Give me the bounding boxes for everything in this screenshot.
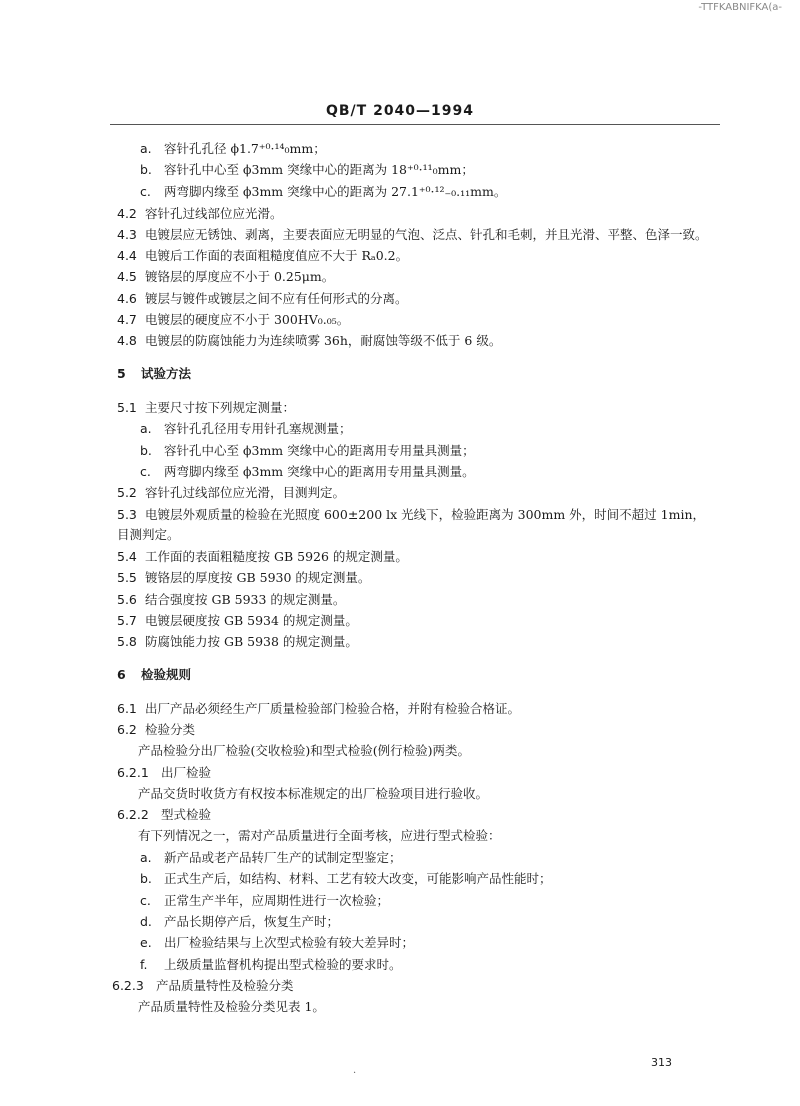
- clause-number: c.: [140, 464, 151, 479]
- text-line: [117, 227, 708, 243]
- bottom-mark: ·: [353, 1068, 357, 1079]
- clause-number: f.: [140, 957, 148, 972]
- clause-text: 电镀层硬度按 GB 5934 的规定测量。: [145, 613, 358, 628]
- clause-number: c.: [140, 184, 151, 199]
- clause-text: 产品质量特性及检验分类见表 1。: [138, 999, 325, 1014]
- text-line: [117, 701, 520, 717]
- clause-text: 正式生产后，如结构、材料、工艺有较大改变，可能影响产品性能时；: [164, 871, 552, 886]
- section-heading: [117, 366, 191, 382]
- clause-number: 5.2: [117, 485, 137, 500]
- text-line: [117, 527, 180, 543]
- clause-number: 4.7: [117, 312, 137, 327]
- clause-number: b.: [140, 871, 152, 886]
- text-line: [138, 999, 325, 1015]
- clause-text: 型式检验: [161, 807, 212, 822]
- text-line: [138, 828, 501, 844]
- text-line: [140, 464, 475, 480]
- text-line: [117, 206, 283, 222]
- text-line: [117, 248, 408, 264]
- clause-text: 容针孔过线部位应光滑，目测判定。: [145, 485, 346, 500]
- clause-text: 结合强度按 GB 5933 的规定测量。: [145, 592, 346, 607]
- text-line: [117, 549, 408, 565]
- text-line: [138, 743, 470, 759]
- clause-number: 6.2.1: [117, 765, 149, 780]
- clause-text: 容针孔中心至 ϕ3mm 突缘中心的距离用专用量具测量；: [164, 443, 475, 458]
- text-line: [140, 893, 389, 909]
- clause-number: 5: [117, 366, 126, 381]
- text-line: [117, 333, 501, 349]
- text-line: [140, 162, 474, 178]
- clause-number: 5.5: [117, 570, 137, 585]
- clause-text: 上级质量监督机构提出型式检验的要求时。: [164, 957, 402, 972]
- clause-number: a.: [140, 421, 152, 436]
- clause-text: 容针孔孔径用专用针孔塞规测量；: [164, 421, 352, 436]
- text-line: [140, 141, 326, 157]
- clause-number: 6: [117, 667, 126, 682]
- text-line: [117, 807, 211, 823]
- clause-number: a.: [140, 141, 152, 156]
- clause-text: 电镀后工作面的表面粗糙度值应不大于 Rₐ0.2。: [145, 248, 409, 263]
- text-line: [140, 443, 475, 459]
- clause-text: 出厂检验: [161, 765, 212, 780]
- clause-text: 检验规则: [141, 667, 192, 682]
- text-line: [117, 592, 345, 608]
- clause-number: e.: [140, 935, 152, 950]
- clause-text: 目测判定。: [117, 527, 180, 542]
- clause-text: 试验方法: [141, 366, 192, 381]
- text-line: [117, 291, 408, 307]
- clause-number: 5.1: [117, 400, 137, 415]
- clause-number: 5.4: [117, 549, 137, 564]
- clause-text: 电镀层外观质量的检验在光照度 600±200 lx 光线下，检验距离为 300mm 外，时间不超过 1min，: [145, 507, 705, 522]
- clause-number: b.: [140, 162, 152, 177]
- clause-number: d.: [140, 914, 152, 929]
- text-line: [140, 871, 552, 887]
- clause-number: 4.6: [117, 291, 137, 306]
- text-line: [117, 613, 358, 629]
- clause-number: 4.5: [117, 269, 137, 284]
- clause-number: 5.7: [117, 613, 137, 628]
- clause-text: 有下列情况之一，需对产品质量进行全面考核，应进行型式检验：: [138, 828, 501, 843]
- clause-text: 产品长期停产后，恢复生产时；: [164, 914, 340, 929]
- clause-text: 容针孔中心至 ϕ3mm 突缘中心的距离为 18⁺⁰·¹¹₀mm；: [164, 162, 474, 177]
- clause-text: 容针孔孔径 ϕ1.7⁺⁰·¹⁴₀mm；: [164, 141, 326, 156]
- clause-number: 4.8: [117, 333, 137, 348]
- text-line: [140, 957, 402, 973]
- clause-number: 6.2.3: [112, 978, 144, 993]
- clause-text: 新产品或老产品转厂生产的试制定型鉴定；: [164, 850, 402, 865]
- clause-text: 产品交货时收货方有权按本标准规定的出厂检验项目进行验收。: [138, 786, 489, 801]
- clause-text: 容针孔过线部位应光滑。: [145, 206, 283, 221]
- clause-text: 两弯脚内缘至 ϕ3mm 突缘中心的距离为 27.1⁺⁰·¹²₋₀.₁₁mm。: [164, 184, 507, 199]
- clause-text: 检验分类: [145, 722, 196, 737]
- clause-text: 产品质量特性及检验分类: [156, 978, 294, 993]
- clause-text: 出厂产品必须经生产厂质量检验部门检验合格，并附有检验合格证。: [145, 701, 521, 716]
- clause-number: 5.3: [117, 507, 137, 522]
- clause-text: 防腐蚀能力按 GB 5938 的规定测量。: [145, 634, 358, 649]
- clause-number: 4.3: [117, 227, 137, 242]
- clause-text: 两弯脚内缘至 ϕ3mm 突缘中心的距离用专用量具测量。: [164, 464, 475, 479]
- text-line: [140, 421, 352, 437]
- clause-text: 电镀层的防腐蚀能力为连续喷雾 36h，耐腐蚀等级不低于 6 级。: [145, 333, 502, 348]
- clause-text: 主要尺寸按下列规定测量：: [145, 400, 296, 415]
- text-line: [117, 634, 358, 650]
- text-line: [117, 570, 370, 586]
- clause-number: 4.2: [117, 206, 137, 221]
- clause-text: 电镀层的硬度应不小于 300HV₀.₀₅。: [145, 312, 350, 327]
- clause-number: a.: [140, 850, 152, 865]
- clause-text: 电镀层应无锈蚀、剥离，主要表面应无明显的气泡、泛点、针孔和毛刺，并且光滑、平整、色泽一致。: [145, 227, 708, 242]
- text-line: [117, 765, 211, 781]
- text-line: [112, 978, 294, 994]
- clause-text: 出厂检验结果与上次型式检验有较大差异时；: [164, 935, 415, 950]
- text-line: [117, 400, 295, 416]
- clause-text: 工作面的表面粗糙度按 GB 5926 的规定测量。: [145, 549, 408, 564]
- clause-text: 镀铬层的厚度按 GB 5930 的规定测量。: [145, 570, 371, 585]
- clause-text: 正常生产半年，应周期性进行一次检验；: [164, 893, 390, 908]
- top-stamp: -TTFKABNIFKA(a-: [698, 2, 782, 13]
- text-line: [117, 312, 349, 328]
- clause-number: 4.4: [117, 248, 137, 263]
- clause-number: 6.1: [117, 701, 137, 716]
- section-heading: [117, 667, 191, 683]
- clause-number: 6.2.2: [117, 807, 149, 822]
- clause-number: b.: [140, 443, 152, 458]
- text-line: [138, 786, 488, 802]
- clause-number: 5.6: [117, 592, 137, 607]
- text-line: [117, 722, 195, 738]
- clause-number: 5.8: [117, 634, 137, 649]
- clause-text: 镀铬层的厚度应不小于 0.25μm。: [145, 269, 335, 284]
- text-line: [117, 507, 705, 523]
- text-line: [140, 850, 402, 866]
- page-header: QB/T 2040—1994: [325, 103, 475, 119]
- clause-text: 镀层与镀件或镀层之间不应有任何形式的分离。: [145, 291, 408, 306]
- text-line: [140, 935, 414, 951]
- clause-number: c.: [140, 893, 151, 908]
- clause-number: 6.2: [117, 722, 137, 737]
- text-line: [140, 914, 339, 930]
- clause-text: 产品检验分出厂检验(交收检验)和型式检验(例行检验)两类。: [138, 743, 471, 758]
- text-line: [140, 184, 506, 200]
- text-line: [117, 485, 345, 501]
- header-rule: [110, 124, 720, 125]
- page-number: 313: [651, 1056, 672, 1069]
- text-line: [117, 269, 334, 285]
